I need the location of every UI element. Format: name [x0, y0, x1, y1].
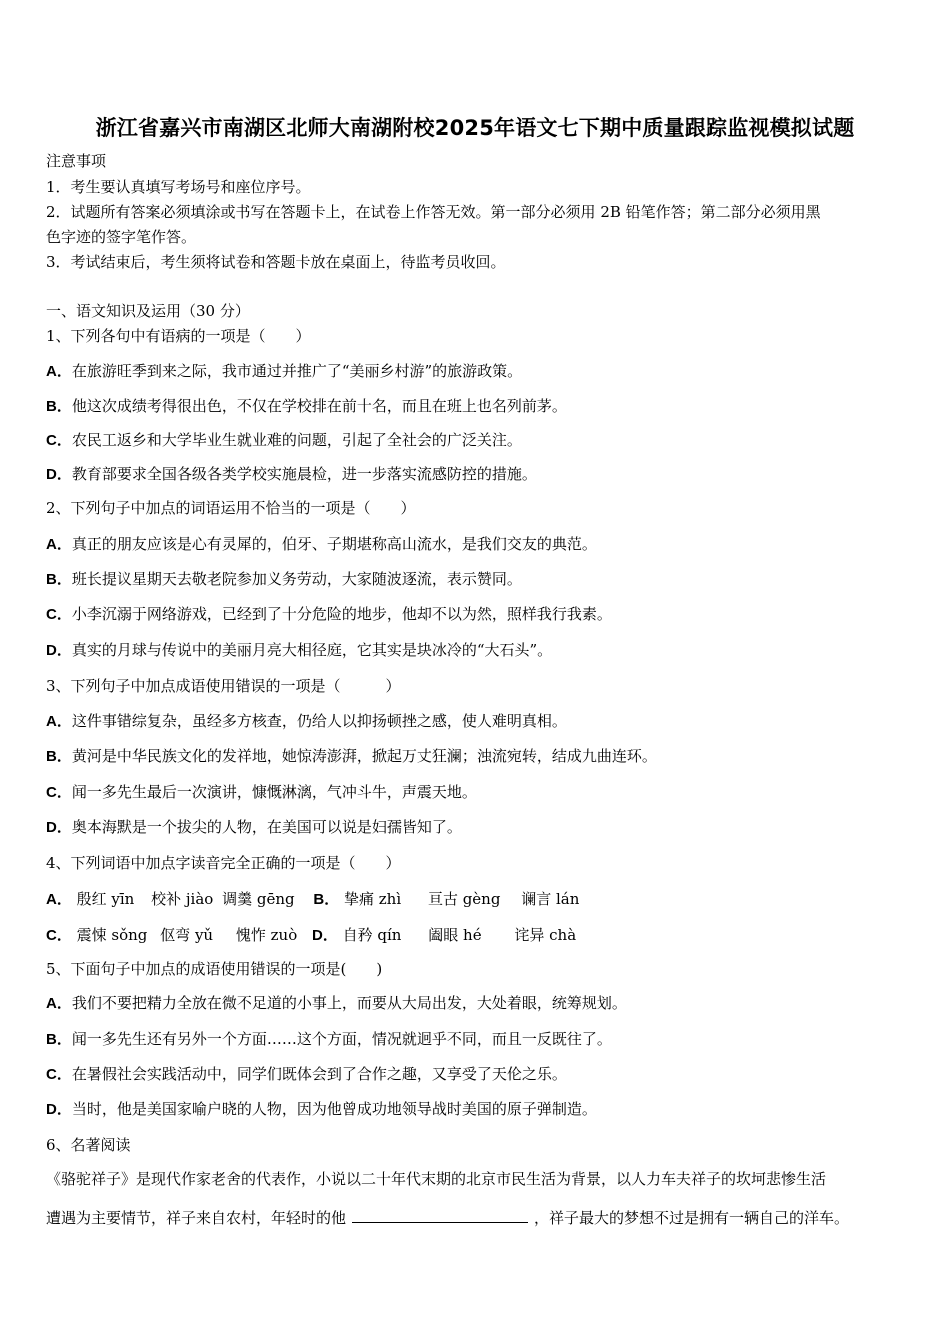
option-text: 闻一多先生还有另外一个方面……这个方面，情况就迥乎不同，而且一反既往了。	[71, 1030, 612, 1048]
question-2-option-b	[46, 569, 522, 590]
notice-item: 1．考生要认真填写考场号和座位序号。	[46, 178, 311, 196]
question-3-option-b	[46, 746, 657, 767]
option-letter: C．	[46, 927, 72, 944]
question-6-passage-line: 《骆驼祥子》是现代作家老舍的代表作，小说以二十年代末期的北京市民生活为背景，以人力车夫祥子的坎坷悲惨生活	[46, 1170, 827, 1188]
pinyin-item: 调羹 gēng	[222, 890, 295, 908]
passage-text: ，祥子最大的梦想不过是拥有一辆自己的洋车。	[534, 1209, 850, 1227]
pinyin-item: 诧异 chà	[514, 926, 577, 944]
question-4-stem: 4、下列词语中加点字读音完全正确的一项是（ ）	[46, 854, 401, 872]
pinyin-item: 校补 jiào	[151, 890, 214, 908]
question-3-option-d	[46, 817, 462, 838]
question-2-option-d	[46, 640, 552, 661]
option-letter: A．	[46, 536, 72, 553]
option-text: 当时，他是美国家喻户晓的人物，因为他曾成功地领导战时美国的原子弹制造。	[71, 1100, 597, 1118]
pinyin-item: 阖眼 hé	[428, 926, 482, 944]
option-text: 真正的朋友应该是心有灵犀的，伯牙、子期堪称高山流水，是我们交友的典范。	[71, 535, 597, 553]
question-3-stem: 3、下列句子中加点成语使用错误的一项是（ ）	[46, 677, 401, 695]
option-letter: D．	[46, 819, 72, 836]
question-1-option-c	[46, 430, 522, 451]
pinyin-item: 亘古 gèng	[427, 890, 501, 908]
question-5-option-a	[46, 993, 627, 1014]
question-3-option-c	[46, 782, 477, 803]
notice-heading: 注意事项	[46, 152, 107, 170]
option-text: 奥本海默是一个拔尖的人物，在美国可以说是妇孺皆知了。	[71, 818, 462, 836]
option-text: 黄河是中华民族文化的发祥地，她惊涛澎湃，掀起万丈狂澜；浊流宛转，结成九曲连环。	[71, 747, 657, 765]
pinyin-item: 震悚 sǒng	[76, 926, 148, 944]
option-text: 在暑假社会实践活动中，同学们既体会到了合作之趣，又享受了天伦之乐。	[71, 1065, 567, 1083]
passage-text: 遭遇为主要情节，祥子来自农村，年轻时的他	[46, 1209, 347, 1227]
notice-item: 3．考试结束后，考生须将试卷和答题卡放在桌面上，待监考员收回。	[46, 253, 506, 271]
pinyin-item: 伛弯 yǔ	[160, 926, 214, 944]
option-letter: C．	[46, 1066, 72, 1083]
option-letter: B．	[313, 891, 340, 908]
option-text: 教育部要求全国各级各类学校实施晨检，进一步落实流感防控的措施。	[71, 465, 537, 483]
question-4-row-ab	[46, 889, 579, 910]
question-6-stem: 6、名著阅读	[46, 1136, 131, 1154]
pinyin-item: 殷红 yīn	[76, 890, 135, 908]
option-letter: B．	[46, 398, 72, 415]
option-text: 真实的月球与传说中的美丽月亮大相径庭，它其实是块冰冷的“大石头”。	[71, 641, 553, 659]
option-letter: A．	[46, 713, 72, 730]
answer-blank[interactable]	[352, 1208, 528, 1223]
pinyin-item: 谰言 lán	[521, 890, 580, 908]
option-letter: C．	[46, 606, 72, 623]
option-letter: D．	[46, 1101, 72, 1118]
option-text: 我们不要把精力全放在微不足道的小事上，而要从大局出发，大处着眼，统筹规划。	[71, 994, 627, 1012]
option-text: 闻一多先生最后一次演讲，慷慨淋漓，气冲斗牛，声震天地。	[71, 783, 477, 801]
option-text: 在旅游旺季到来之际，我市通过并推广了“美丽乡村游”的旅游政策。	[71, 362, 523, 380]
question-5-stem: 5、下面句子中加点的成语使用错误的一项是( )	[46, 960, 383, 978]
option-text: 小李沉溺于网络游戏，已经到了十分危险的地步，他却不以为然，照样我行我素。	[71, 605, 612, 623]
notice-item: 2．试题所有答案必须填涂或书写在答题卡上，在试卷上作答无效。第一部分必须用 2B 铅笔作答；第二部分必须用黑	[46, 203, 821, 221]
option-letter: B．	[46, 1031, 72, 1048]
option-text: 班长提议星期天去敬老院参加义务劳动，大家随波逐流，表示赞同。	[71, 570, 522, 588]
option-letter: C．	[46, 784, 72, 801]
question-6-passage-line	[46, 1208, 849, 1228]
question-4-row-cd	[46, 925, 576, 946]
pinyin-item: 挚痛 zhì	[344, 890, 402, 908]
question-5-option-c	[46, 1064, 567, 1085]
option-letter: C．	[46, 432, 72, 449]
option-text: 农民工返乡和大学毕业生就业难的问题，引起了全社会的广泛关注。	[71, 431, 522, 449]
option-letter: D．	[46, 466, 72, 483]
option-letter: B．	[46, 748, 72, 765]
option-text: 这件事错综复杂，虽经多方核查，仍给人以抑扬顿挫之感，使人难明真相。	[71, 712, 567, 730]
option-letter: B．	[46, 571, 72, 588]
option-text: 他这次成绩考得很出色，不仅在学校排在前十名，而且在班上也名列前茅。	[71, 397, 567, 415]
question-3-option-a	[46, 711, 567, 732]
question-5-option-d	[46, 1099, 597, 1120]
option-letter: A．	[46, 363, 72, 380]
question-1-option-a	[46, 361, 522, 382]
question-5-option-b	[46, 1029, 612, 1050]
question-1-option-b	[46, 396, 567, 417]
page-title: 浙江省嘉兴市南湖区北师大南湖附校2025年语文七下期中质量跟踪监视模拟试题	[95, 116, 855, 140]
pinyin-item: 愧怍 zuò	[235, 926, 298, 944]
option-letter: D．	[46, 642, 72, 659]
section-heading: 一、语文知识及运用（30 分）	[46, 302, 250, 320]
question-2-stem: 2、下列句子中加点的词语运用不恰当的一项是（ ）	[46, 499, 416, 517]
question-2-option-a	[46, 534, 597, 555]
question-1-option-d	[46, 464, 537, 485]
question-1-stem: 1、下列各句中有语病的一项是（ ）	[46, 327, 311, 345]
option-letter: A．	[46, 995, 72, 1012]
pinyin-item: 自矜 qín	[342, 926, 402, 944]
question-2-option-c	[46, 604, 612, 625]
option-letter: A．	[46, 891, 72, 908]
option-letter: D．	[312, 927, 338, 944]
notice-item: 色字迹的签字笔作答。	[46, 228, 197, 246]
